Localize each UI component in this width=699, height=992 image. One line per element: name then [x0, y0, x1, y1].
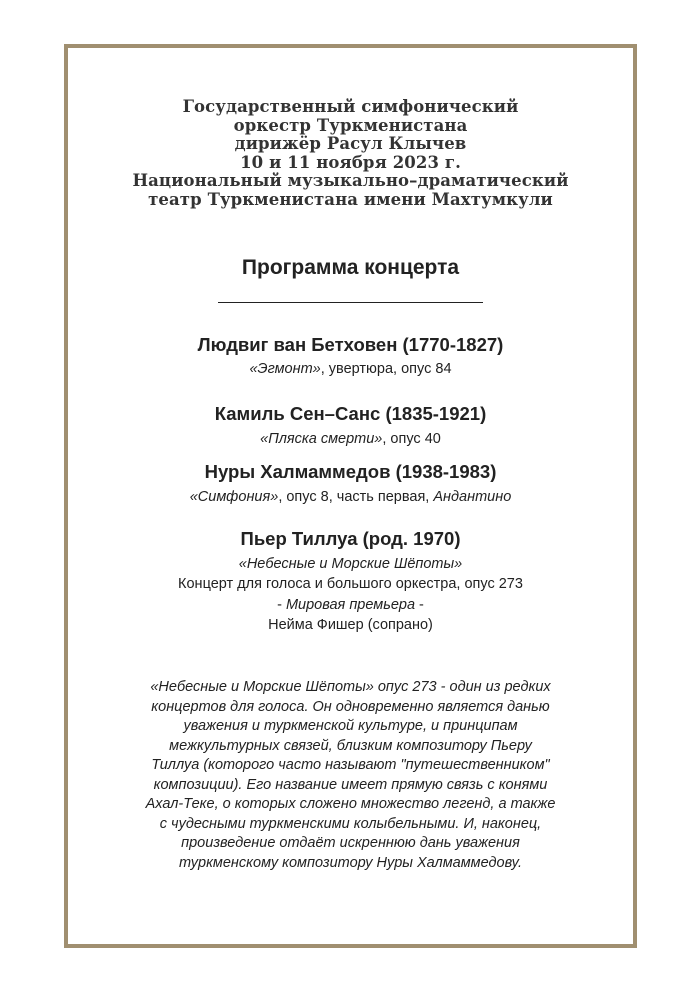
program-title: Программа концерта [241, 256, 460, 279]
header-line: 10 и 11 ноября 2023 г. [240, 152, 461, 172]
work-title-line [68, 556, 633, 572]
description-line: Тиллуа (которого часто называют "путешественником" [151, 757, 550, 773]
header-line: дирижёр Расул Клычев [234, 134, 467, 154]
description-line: с чудесными туркменскими колыбельными. И, наконец, [159, 815, 542, 832]
premiere-suffix: - [415, 597, 424, 613]
soloist-line: Нейма Фишер (сопрано) [268, 617, 433, 633]
work-line [68, 431, 633, 447]
divider [218, 302, 483, 303]
header-line: Государственный симфонический [182, 97, 519, 116]
header-line: Национальный музыкально–драматический [132, 171, 569, 191]
premiere-label: Мировая премьера [285, 597, 416, 613]
work-title: «Небесные и Морские Шёпоты» [238, 556, 463, 572]
work-tempo: Андантино [433, 489, 512, 505]
description-line: концертов для голоса. Он одновременно является данью [151, 698, 550, 715]
composer-name: Пьер Тиллуа (род. 1970) [240, 528, 461, 549]
work-line [68, 489, 633, 505]
work-details: , опус 40 [382, 431, 441, 447]
premiere-line [68, 597, 633, 613]
work-details: , опус 8, часть первая, [278, 489, 434, 505]
description-line: произведение отдаёт искреннюю дань уважения [181, 835, 520, 851]
description-line: «Небесные и Морские Шёпоты» опус 273 - один из редких [150, 679, 551, 695]
work-line [68, 361, 633, 377]
work-title: «Пляска смерти» [260, 431, 383, 447]
header-line: оркестр Туркменистана [233, 115, 468, 135]
work-title: «Симфония» [189, 489, 279, 505]
description [128, 678, 573, 873]
description-line: межкультурных связей, близким композитору Пьеру [169, 737, 532, 754]
description-line: Ахал-Теке, о которых сложено множество легенд, а также [145, 796, 556, 812]
description-line: туркменскому композитору Нуры Халмаммедову. [179, 854, 522, 871]
header-line: театр Туркменистана имени Махтумкули [148, 189, 553, 209]
composer-name: Нуры Халмаммедов (1938-1983) [204, 461, 497, 482]
work-title: «Эгмонт» [249, 361, 321, 377]
header-block [68, 98, 633, 210]
description-line: уважения и туркменской культуре, и принципам [183, 718, 518, 734]
work-details: , увертюра, опус 84 [320, 361, 452, 377]
work-line: Концерт для голоса и большого оркестра, опус 273 [178, 576, 523, 592]
premiere-prefix: - [277, 597, 286, 613]
composer-name: Камиль Сен–Санс (1835-1921) [214, 403, 487, 424]
description-line: композиции). Его название имеет прямую связь с конями [153, 776, 548, 793]
composer-name: Людвиг ван Бетховен (1770-1827) [197, 334, 504, 355]
